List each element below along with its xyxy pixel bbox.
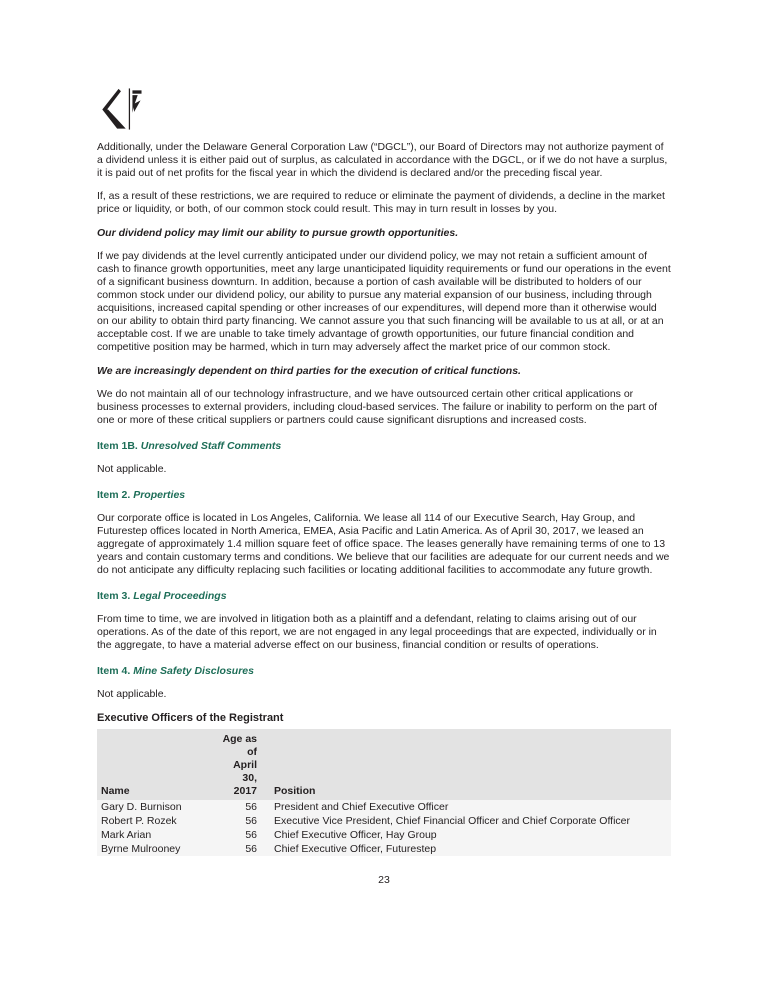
heading-item-3	[97, 590, 671, 603]
officer-position: Chief Executive Officer, Futurestep	[274, 842, 437, 855]
table-row	[97, 842, 671, 856]
table-header-row	[97, 729, 671, 800]
item-3-number: Item 3.	[97, 590, 131, 602]
item-4-number: Item 4.	[97, 665, 131, 677]
item-1b-title: Unresolved Staff Comments	[140, 440, 282, 452]
column-header-age	[215, 729, 259, 800]
paragraph-item-4-body: Not applicable.	[97, 688, 167, 700]
officer-position: President and Chief Executive Officer	[274, 800, 449, 813]
executive-officers-table	[97, 729, 671, 856]
column-header-name: Name	[101, 785, 130, 797]
heading-item-1b	[97, 440, 671, 453]
item-1b-number: Item 1B.	[97, 440, 138, 452]
heading-item-4	[97, 665, 671, 678]
risk-heading-dividend-policy: Our dividend policy may limit our ability to pursue growth opportunities.	[97, 227, 459, 239]
item-4-title: Mine Safety Disclosures	[133, 665, 254, 677]
table-row	[97, 828, 671, 842]
risk-heading-third-parties: We are increasingly dependent on third parties for the execution of critical functions.	[97, 365, 521, 377]
paragraph-dgcl: Additionally, under the Delaware General Corporation Law (“DGCL”), our Board of Directors may not authorize payment of a dividend unless it is either paid out of surplus, as calculated in accordance with the DGCL, or if we do not have a surplus, it is paid out of net profits for the fiscal year in which the dividend is declared and/or the preceding fiscal year.	[97, 141, 668, 179]
item-2-number: Item 2.	[97, 489, 131, 501]
paragraph-legal-proceedings: From time to time, we are involved in litigation both as a plaintiff and a defendant, relating to claims arising out of our operations. As of the date of this report, we are not engaged in any legal proceedings that are expected, individually or in the aggregate, to have a material adverse effect on our business, financial condition or results of operations.	[97, 613, 657, 651]
officer-name: Robert P. Rozek	[101, 814, 177, 827]
age-header-line-3: 2017	[233, 785, 257, 797]
officer-age: 56	[245, 842, 257, 855]
officer-age: 56	[245, 814, 257, 827]
officer-position: Chief Executive Officer, Hay Group	[274, 828, 437, 841]
executive-officers-heading: Executive Officers of the Registrant	[97, 712, 284, 724]
officer-age: 56	[245, 800, 257, 813]
korn-ferry-logo-icon	[97, 87, 143, 131]
column-header-position: Position	[274, 785, 316, 797]
age-header-line-2: April 30,	[233, 759, 257, 784]
paragraph-third-parties: We do not maintain all of our technology infrastructure, and we have outsourced certain other critical applications or business processes to external providers, including cloud-based services. The failure or inability to perform on the part of one or more of these critical suppliers or partners could cause significant disruptions and increased costs.	[97, 388, 658, 426]
officer-name: Byrne Mulrooney	[101, 842, 181, 855]
officer-position: Executive Vice President, Chief Financial Officer and Chief Corporate Officer	[274, 814, 631, 827]
paragraph-dividend-policy: If we pay dividends at the level currently anticipated under our dividend policy, we may not retain a sufficient amount of cash to finance growth opportunities, meet any large unanticipated liquidity requirements or fund our operations in the event of a significant business downturn. In addition, because a portion of cash available will be distributed to holders of our common stock under our dividend policy, our ability to pursue any material expansion of our business, including through acquisitions, increased capital spending or other increases of our expenditures, will depend more than it otherwise would on our ability to obtain third party financing. We cannot assure you that such financing will be available to us at all, or at an acceptable cost. If we are unable to take timely advantage of growth opportunities, our future financial condition and competitive position may be harmed, which in turn may adversely affect the market price of our common stock.	[97, 250, 671, 353]
table-row	[97, 814, 671, 828]
age-header-line-1: Age as of	[222, 733, 257, 758]
item-3-title: Legal Proceedings	[133, 590, 227, 602]
heading-item-2	[97, 489, 671, 502]
item-2-title: Properties	[133, 489, 186, 501]
paragraph-restrictions: If, as a result of these restrictions, we are required to reduce or eliminate the payment of dividends, a decline in the market price or liquidity, or both, of our common stock could result. This may in turn result in losses by you.	[97, 190, 665, 215]
paragraph-item-1b-body: Not applicable.	[97, 463, 167, 475]
officer-age: 56	[245, 828, 257, 841]
officer-name: Gary D. Burnison	[101, 800, 182, 813]
officer-name: Mark Arian	[101, 828, 152, 841]
page-number: 23	[378, 874, 390, 886]
table-row	[97, 800, 671, 814]
paragraph-properties: Our corporate office is located in Los Angeles, California. We lease all 114 of our Executive Search, Hay Group, and Futurestep offices located in North America, EMEA, Asia Pacific and Latin America. As of April 30, 2017, we leased an aggregate of approximately 1.4 million square feet of office space. The leases generally have remaining terms of one to 13 years and contain customary terms and conditions. We believe that our facilities are adequate for our current needs and we do not anticipate any difficulty replacing such facilities or locating additional facilities to accommodate any future growth.	[97, 512, 670, 576]
